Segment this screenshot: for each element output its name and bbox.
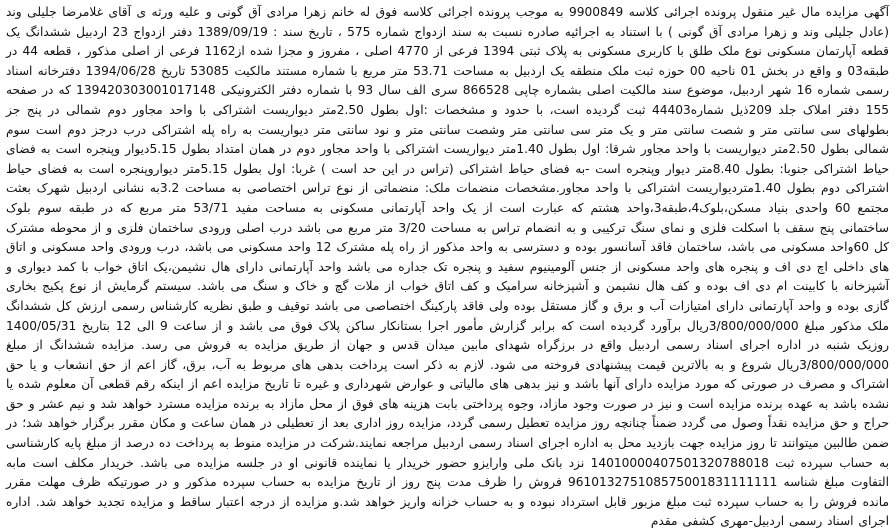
auction-notice-text: آگهی مزایده مال غیر منقول پرونده اجرائی کلاسه 9900849 به موجب پرونده اجرائی کلاسه فوق له خانم زهرا مرادی آق گونی و علیه ورثه ی آقای غلامرضا جلیلی وند (عادل جلیلی وند و زهرا مرادی آق گونی ) با استناد به اجرائیه صادره نسبت به سند ازدواج شماره 575 ، تاریخ سند : 1389/09/19 دفتر ازدواج 23 اردبیل ششدانگ یک قطعه آپارتمان مسکونی نوع ملک طلق با کاربری مسکونی به پلاک ثبتی 1394 فرعی از 4770 اصلی ، مفروز و مجزا شده از1162 فرعی از اصلی مذکور ، قطعه 44 در طبقه03 و واقع در بخش 01 ناحیه 00 حوزه ثبت ملک منطقه یک اردبیل به مساحت 53.71 متر مربع با شماره مستند مالکیت 53085 تاریخ 1394/06/28 دفترخانه اسناد رسمی شماره 16 شهر اردبیل، موضوع سند مالکیت اصلی بشماره چاپی 866528 سری الف سال 93 با شماره دفتر الکترونیکی 139420303001017148 که در صفحه 155 دفتر املاک جلد 209ذیل شماره44403 ثبت گردیده است، با حدود و مشخصات :اول بطول 2.50متر دیواریست اشتراکی با واحد مجاور دوم شمالی در پنج جز بطولهای سی سانتی متر و شصت سانتی متر و یک متر سی سانتی متر وشصت سانتی متر و نود سانتی متر دیواریست به راه پله اشتراکی درب درجز دوم است سوم شمالی بطول 2.50متر دیواریست با واحد مجاور شرقا: اول بطول 1.40متر دیواریست اشتراکی با واحد مجاور دوم در همان امتداد بطول 5.15دیوار وپنجره است به فضای حیاط اشتراکی جنوبا: بطول 8.40متر دیوار وپنجره است -به فضای حیاط اشتراکی (تراس در این حد است ) غربا: اول بطول 5.15متر دیواروپنجره است به فضای حیاط اشتراکی دوم بطول 1.40متردیواریست اشتراکی با واحد مجاور.مشخصات منضمات ملک: منضماتی از نوع تراس اختصاصی به مساحت 3.2به نشانی اردبیل شهرک بعثت مجتمع 60 واحدی بنیاد مسکن،بلوک4،طبقه3،واحد هشتم که عبارت است از یک واحد آپارتمانی مسکونی به مساحت مفید 53/71 متر مربع که در طبقه سوم بلوک ساختمانی پنج سقف با اسکلت فلزی و نمای سنگ ترکیبی و به انضمام تراس به مساحت 3/20 متر مربع می باشد درب اصلی ورودی ساختمان فلزی و از محوطه مشترک کل 60واحد مسکونی می باشد، ساختمان فاقد آسانسور بوده و دسترسی به واحد مذکور از راه پله مشترک 12 واحد مسکونی می باشد، درب ورودی واحد مسکونی و اتاق های داخلی اچ دی اف و پنجره های واحد مسکونی از جنس آلومینیوم سفید و پنجره تک جداره می باشد واحد آپارتمانی دارای هال نشیمن،یک اتاق خواب با کمد دیواری و آشپزخانه با کابینت ام دی اف بوده و کف هال نشیمن و آشپزخانه سرامیک و کف اتاق خواب از ملات گچ و خاک و سنگ می باشد. سیستم گرمایش از نوع پکیج بخاری گازی بوده و واحد آپارتمانی دارای امتیازات آب و برق و گاز مستقل بوده ولی فاقد پارکینگ اختصاصی می باشد توقیف و طبق نظریه کارشناس رسمی ارزش کل ششدانگ ملک مذکور مبلغ 3/800/000/000ریال برآورد گردیده است که برابر گزارش مأمور اجرا بستانکار ساکن پلاک فوق می باشد و از ساعت 9 الی 12 بتاریخ 1400/05/31 روزیک شنبه در اداره اجرای اسناد رسمی اردبیل واقع در برزگراه شهدای مابین میدان قدس و جهان از طریق مزایده به فروش می رسد. مزایده ششدانگ از مبلغ 3/800/000/000ریال شروع و به بالاترین قیمت پیشنهادی فروخته می شود. لازم به ذکر است پرداخت بدهی های مربوط به آب، برق، گاز اعم از حق انشعاب و یا حق اشتراک و مصرف در صورتی که مورد مزایده دارای آنها باشد و نیز بدهی های مالیاتی و عوارض شهرداری و غیره تا تاریخ مزایده اعم از اینکه رقم قطعی آن معلوم شده یا نشده باشد به عهده برنده مزایده است و نیز در صورت وجود مازاد، وجوه پرداختی بابت هزینه های فوق از محل مازاد به برنده مزایده مسترد خواهد شد و نیم عشر و حق حراج و حق مزایده نقداً وصول می گردد ضمناً چنانچه روز مزایده تعطیل رسمی گردد، مزایده روز اداری بعد از تعطیلی در همان ساعت و مکان مقرر برگزار خواهد شد؛ در ضمن طالبین میتوانند تا روز مزایده جهت بازدید محل به اداره اجرای اسناد رسمی اردبیل مراجعه نمایند.شرکت در مزایده منوط به پرداخت ده درصد از مبلغ پایه کارشناسی به حساب سپرده ثبت 14010000407501320788018 نزد بانک ملی وارایزو حضور خریدار یا نماینده قانونی او در جلسه مزایده می باشد. خریدار مکلف است مابه التفاوت مبلغ شناسه 961013275108575001831111111 فروش را ظرف مدت پنج روز از تاریخ مزایده به حساب سپرده مذکور و در صورتیکه ظرف مهلت مقرر مانده فروش را به حساب سپرده ثبت مبلغ مزبور قابل استرداد نبوده و به حساب خزانه واریز خواهد شد.و مزایده از درجه اعتبار ساقط و مزایده تجدید خواهد شد. اداره اجرای اسناد رسمی اردبیل-مهری کشفی مقدم <box>6 5 890 529</box>
